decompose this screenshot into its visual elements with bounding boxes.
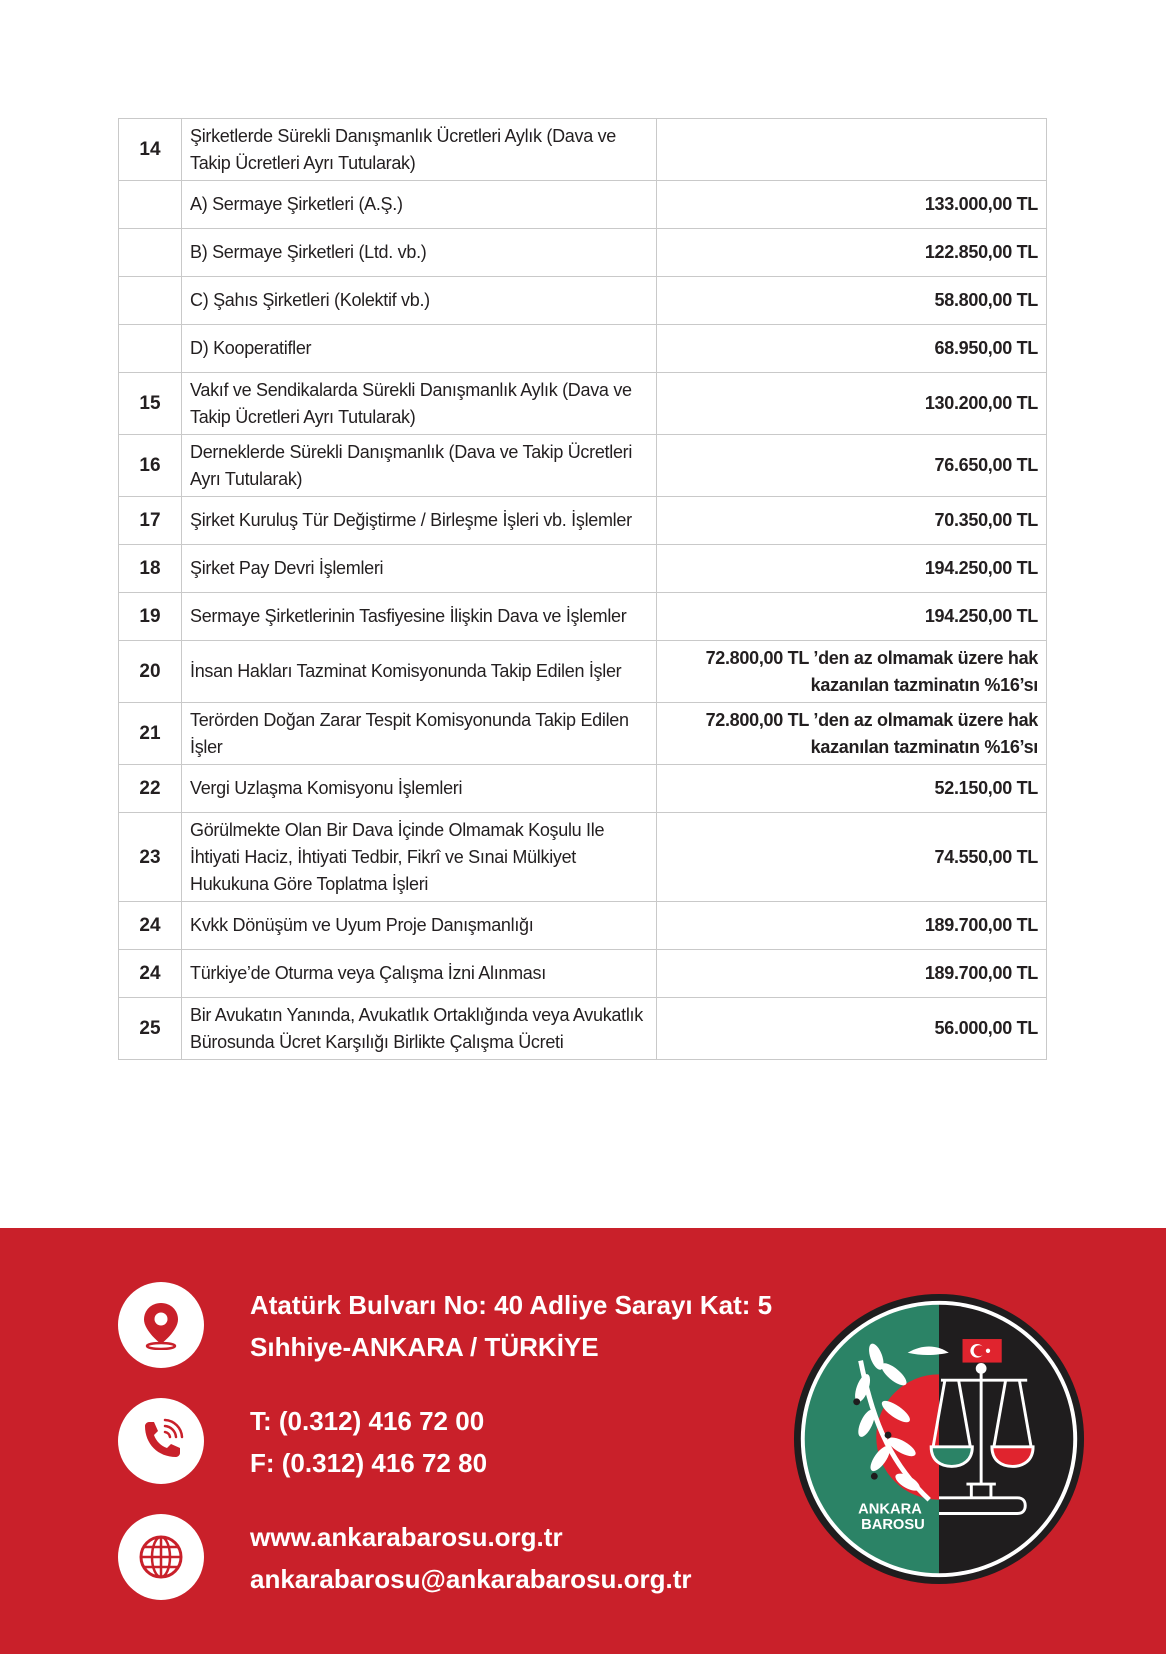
row-number: 24 [119, 902, 182, 950]
table-row [119, 902, 1047, 950]
table-row [119, 950, 1047, 998]
row-fee: 72.800,00 TL ’den az olmamak üzere hak kazanılan tazminatın %16’sı [657, 641, 1047, 703]
row-number: 23 [119, 813, 182, 902]
table-row [119, 497, 1047, 545]
row-fee: 189.700,00 TL [657, 950, 1047, 998]
row-number [119, 277, 182, 325]
row-description: Şirketlerde Sürekli Danışmanlık Ücretleri Aylık (Dava ve Takip Ücretleri Ayrı Tutularak) [182, 119, 657, 181]
table-row [119, 277, 1047, 325]
row-description: Şirket Pay Devri İşlemleri [182, 545, 657, 593]
row-number: 24 [119, 950, 182, 998]
row-fee: 76.650,00 TL [657, 435, 1047, 497]
row-fee: 189.700,00 TL [657, 902, 1047, 950]
row-number: 18 [119, 545, 182, 593]
table-row [119, 181, 1047, 229]
turkish-flag-icon [963, 1339, 1002, 1363]
fax-number: F: (0.312) 416 72 80 [250, 1448, 488, 1478]
row-description: Görülmekte Olan Bir Dava İçinde Olmamak Koşulu Ile İhtiyati Haciz, İhtiyati Tedbir, Fikrî ve Sınai Mülkiyet Hukukuna Göre Toplatma İşleri [182, 813, 657, 902]
email-link[interactable]: ankarabarosu@ankarabarosu.org.tr [250, 1564, 692, 1594]
phone-icon-circle [118, 1398, 204, 1484]
address-lines [250, 1284, 772, 1368]
row-description: Terörden Doğan Zarar Tespit Komisyonunda Takip Edilen İşler [182, 703, 657, 765]
row-description: Bir Avukatın Yanında, Avukatlık Ortaklığında veya Avukatlık Bürosunda Ücret Karşılığı Birlikte Çalışma Ücreti [182, 998, 657, 1060]
table-row [119, 545, 1047, 593]
row-number [119, 181, 182, 229]
address-line-2: Sıhhiye-ANKARA / TÜRKİYE [250, 1332, 599, 1362]
row-description: Derneklerde Sürekli Danışmanlık (Dava ve Takip Ücretleri Ayrı Tutularak) [182, 435, 657, 497]
row-fee: 52.150,00 TL [657, 765, 1047, 813]
table-row [119, 229, 1047, 277]
logo-text-line-1: ANKARA [858, 1501, 922, 1518]
web-lines [250, 1516, 692, 1600]
table-row [119, 593, 1047, 641]
row-number: 17 [119, 497, 182, 545]
row-description: Vakıf ve Sendikalarda Sürekli Danışmanlık Aylık (Dava ve Takip Ücretleri Ayrı Tutularak) [182, 373, 657, 435]
row-description: D) Kooperatifler [182, 325, 657, 373]
row-description: Vergi Uzlaşma Komisyonu İşlemleri [182, 765, 657, 813]
location-icon-circle [118, 1282, 204, 1368]
row-fee: 56.000,00 TL [657, 998, 1047, 1060]
row-fee: 194.250,00 TL [657, 545, 1047, 593]
globe-icon [136, 1532, 186, 1582]
table-row [119, 765, 1047, 813]
row-number [119, 229, 182, 277]
row-description: B) Sermaye Şirketleri (Ltd. vb.) [182, 229, 657, 277]
row-fee [657, 119, 1047, 181]
table-row [119, 373, 1047, 435]
fee-table [118, 118, 1047, 1060]
row-number [119, 325, 182, 373]
phone-number: T: (0.312) 416 72 00 [250, 1406, 485, 1436]
row-fee: 133.000,00 TL [657, 181, 1047, 229]
row-description: Türkiye’de Oturma veya Çalışma İzni Alınması [182, 950, 657, 998]
footer [0, 1228, 1166, 1654]
row-fee: 194.250,00 TL [657, 593, 1047, 641]
globe-icon-circle [118, 1514, 204, 1600]
address-block [118, 1282, 773, 1372]
table-row [119, 998, 1047, 1060]
row-description: C) Şahıs Şirketleri (Kolektif vb.) [182, 277, 657, 325]
website-link[interactable]: www.ankarabarosu.org.tr [250, 1522, 563, 1552]
row-description: Şirket Kuruluş Tür Değiştirme / Birleşme İşleri vb. İşlemler [182, 497, 657, 545]
row-description: A) Sermaye Şirketleri (A.Ş.) [182, 181, 657, 229]
row-fee: 72.800,00 TL ’den az olmamak üzere hak kazanılan tazminatın %16’sı [657, 703, 1047, 765]
row-number: 19 [119, 593, 182, 641]
phone-icon [136, 1416, 186, 1466]
row-fee: 122.850,00 TL [657, 229, 1047, 277]
table-row [119, 703, 1047, 765]
phone-block [118, 1398, 718, 1488]
ankara-barosu-logo [792, 1292, 1086, 1586]
row-fee: 130.200,00 TL [657, 373, 1047, 435]
web-block [118, 1514, 718, 1604]
row-number: 15 [119, 373, 182, 435]
row-description: Sermaye Şirketlerinin Tasfiyesine İlişkin Dava ve İşlemler [182, 593, 657, 641]
table-row [119, 435, 1047, 497]
row-description: İnsan Hakları Tazminat Komisyonunda Takip Edilen İşler [182, 641, 657, 703]
location-pin-icon [136, 1300, 186, 1350]
row-fee: 58.800,00 TL [657, 277, 1047, 325]
row-fee: 74.550,00 TL [657, 813, 1047, 902]
phone-lines [250, 1400, 487, 1484]
table-row [119, 813, 1047, 902]
table-row [119, 641, 1047, 703]
row-number: 16 [119, 435, 182, 497]
row-number: 14 [119, 119, 182, 181]
table-row [119, 325, 1047, 373]
row-number: 25 [119, 998, 182, 1060]
row-description: Kvkk Dönüşüm ve Uyum Proje Danışmanlığı [182, 902, 657, 950]
row-number: 20 [119, 641, 182, 703]
table-row [119, 119, 1047, 181]
row-fee: 68.950,00 TL [657, 325, 1047, 373]
row-fee: 70.350,00 TL [657, 497, 1047, 545]
logo-text-line-2: BAROSU [861, 1517, 925, 1534]
row-number: 22 [119, 765, 182, 813]
row-number: 21 [119, 703, 182, 765]
address-line-1: Atatürk Bulvarı No: 40 Adliye Sarayı Kat: 5 [250, 1290, 773, 1320]
